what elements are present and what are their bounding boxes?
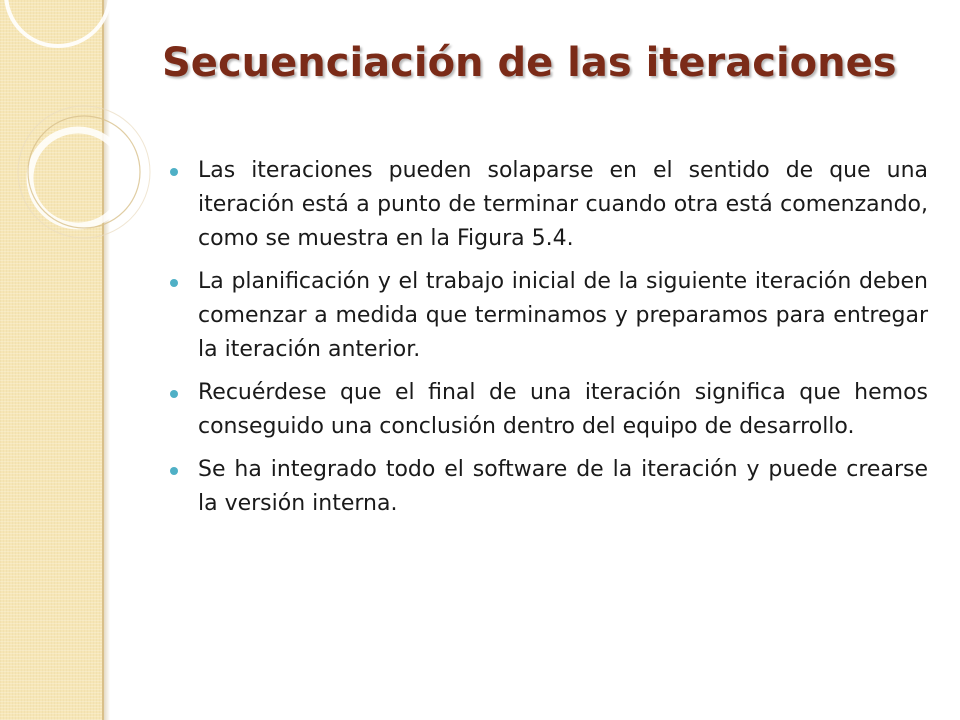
bullet-marker-icon (170, 168, 178, 176)
bullet-item (168, 453, 928, 521)
bullet-marker-icon (170, 390, 178, 398)
bullet-text: La planificación y el trabajo inicial de la siguiente iteración deben comenzar a medida que terminamos y preparamos para entregar la iteración anterior. (198, 269, 928, 362)
slide-title: Secuenciación de las iteraciones (162, 40, 897, 86)
bullet-item (168, 376, 928, 444)
bullet-list (168, 154, 928, 530)
bullet-text: Las iteraciones pueden solaparse en el sentido de que una iteración está a punto de terminar cuando otra está comenzando, como se muestra en la Figura 5.4. (198, 158, 928, 251)
bullet-item (168, 154, 928, 256)
bullet-item (168, 265, 928, 367)
side-band-shadow (104, 0, 110, 720)
bullet-text: Recuérdese que el final de una iteración significa que hemos conseguido una conclusión dentro del equipo de desarrollo. (198, 380, 928, 439)
side-band (0, 0, 104, 720)
bullet-marker-icon (170, 279, 178, 287)
bullet-marker-icon (170, 467, 178, 475)
bullet-text: Se ha integrado todo el software de la iteración y puede crearse la versión interna. (198, 457, 928, 516)
